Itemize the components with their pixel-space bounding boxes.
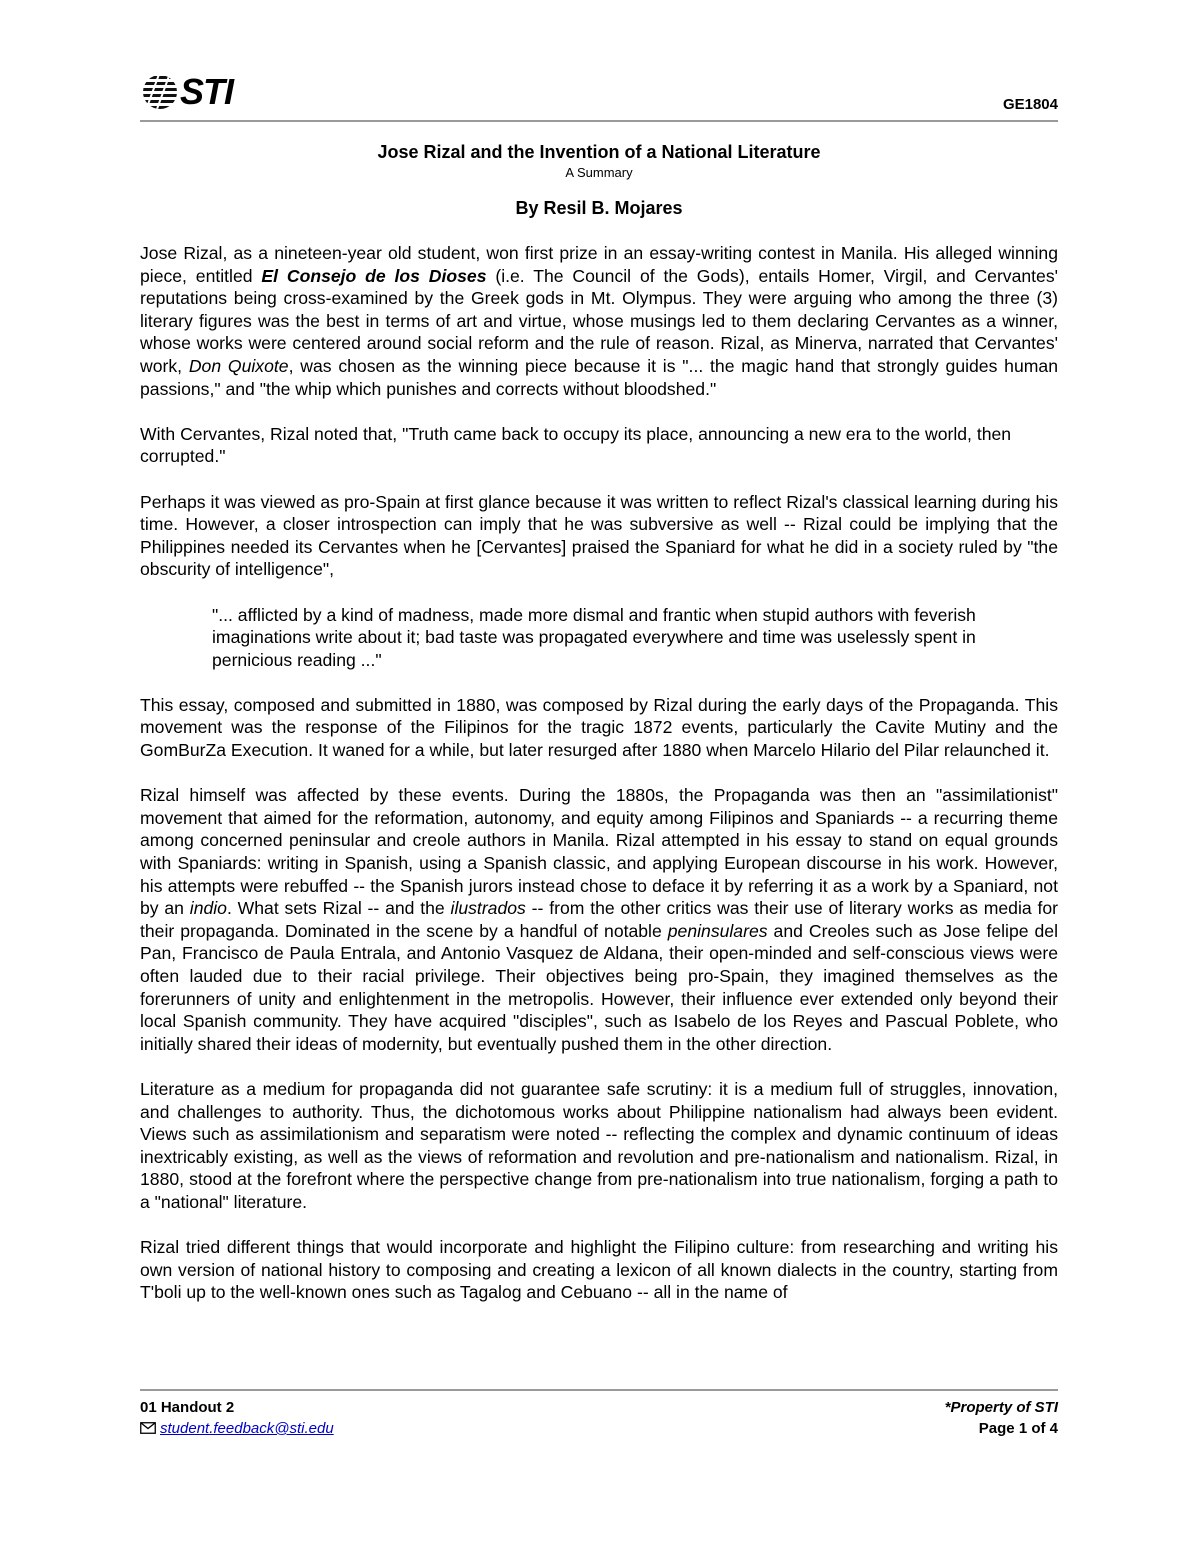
p5-indio: indio: [189, 898, 227, 919]
course-code: GE1804: [1002, 96, 1058, 113]
p5-ilustrados: ilustrados: [450, 898, 526, 919]
handout-label: 01 Handout 2: [140, 1399, 235, 1416]
paragraph-3: Perhaps it was viewed as pro-Spain at first glance because it was written to reflect Rizal's classical learning during his time. However, a closer introspection can imply that he was subversive as well -- Rizal could be implying that the Philippines needed its Cervantes when he [Cervantes] praised the Spaniard for what he did in a society ruled by "the obscurity of intelligence",: [140, 491, 1058, 580]
property-label: *Property of STI: [944, 1399, 1058, 1416]
footer-left: [140, 1397, 334, 1439]
paragraph-4: This essay, composed and submitted in 1880, was composed by Rizal during the early days of the Propaganda. This movement was the response of the Filipinos for the tragic 1872 events, particularly the Cavite Mutiny and the GomBurZa Execution. It waned for a while, but later resurged after 1880 when Marcelo Hilario del Pilar relaunched it.: [140, 694, 1058, 761]
p1-text-b: (i.e. The Council of the Gods), entails Homer, Virgil, and Cervantes' reputations being cross-examined by the Greek gods in Mt. Olympus. They were arguing who among the three (3) literary figures was the best in terms of art and virtue, whose musings led to them declaring Cervantes as a winner, whose works were centered around social reform and the rule of reason. Rizal, as Minerva, narrated that Cervantes' work,: [140, 265, 1058, 376]
document-title: Jose Rizal and the Invention of a National Literature: [377, 142, 821, 162]
p5-text-d: and Creoles such as Jose felipe del Pan, Francisco de Paula Entrala, and Antonio Vasquez de Aldana, their open-minded and self-conscious views were often lauded due to their racial privilege. Their objectives being pro-Spain, they imagined themselves as the forerunners of unity and enlightenment in the metropolis. However, their influence ever extended only beyond their local Spanish community. They have acquired "disciples", such as Isabelo de los Reyes and Pascual Poblete, who initially shared their ideas of modernity, but eventually pushed them in the other direction.: [140, 920, 1058, 1054]
p5-peninsulares: peninsulares: [667, 920, 768, 941]
p1-essay-title: El Consejo de los Dioses: [261, 265, 487, 286]
footer-right: [945, 1397, 1058, 1439]
p5-text-c: -- from the other critics was their use of literary works as media for their propaganda. Dominated in the scene by a handful of notable: [140, 898, 1058, 941]
p1-text-c: , was chosen as the winning piece because it is "... the magic hand that strongly guides human passions," and "the whip which punishes and corrects without bloodshed.": [140, 355, 1058, 399]
globe-icon: [140, 72, 180, 112]
document-subtitle: A Summary: [565, 165, 633, 180]
feedback-line: [140, 1418, 334, 1439]
paragraph-5: [140, 784, 1058, 1055]
logo-text: STI: [180, 71, 234, 112]
paragraph-1: [140, 242, 1058, 400]
document-body: [140, 242, 1058, 1304]
p5-text-b: . What sets Rizal -- and the: [226, 898, 451, 919]
p1-text-a: Jose Rizal, as a nineteen-year old student, won first prize in an essay-writing contest in Manila. His alleged winning piece, entitled: [140, 243, 1058, 286]
sti-logo: [140, 72, 233, 112]
feedback-email-link[interactable]: student.feedback@sti.edu: [160, 1420, 334, 1437]
footer-divider: [140, 1389, 1058, 1391]
header-divider: [140, 120, 1058, 122]
p5-text-a: Rizal himself was affected by these events. During the 1880s, the Propaganda was then an "assimilationist" movement that aimed for the reformation, autonomy, and equity among Filipinos and Spaniards -- a recurring theme among concerned peninsular and creole authors in Manila. Rizal attempted in his essay to stand on equal grounds with Spaniards: writing in Spanish, using a Spanish classic, and applying European discourse in his work. However, his attempts were rebuffed -- the Spanish jurors instead chose to deface it by referring it as a work by a Spaniard, not by an: [140, 785, 1058, 919]
p1-don-quixote: Don Quixote: [188, 355, 289, 376]
paragraph-2: With Cervantes, Rizal noted that, "Truth came back to occupy its place, announcing a new era to the world, then corrupted.": [140, 423, 1012, 467]
envelope-icon: [140, 1422, 156, 1434]
paragraph-6: Literature as a medium for propaganda did not guarantee safe scrutiny: it is a medium full of struggles, innovation, and challenges to authority. Thus, the dichotomous works about Philippine nationalism had always been evident. Views such as assimilationism and separatism were noted -- reflecting the complex and dynamic continuum of ideas inextricably existing, as well as the views of reformation and revolution and pre-nationalism and nationalism. Rizal, in 1880, stood at the forefront where the perspective change from pre-nationalism into true nationalism, forging a path to a "national" literature.: [140, 1078, 1058, 1212]
paragraph-7: Rizal tried different things that would incorporate and highlight the Filipino culture: from researching and writing his own version of national history to composing and creating a lexicon of all known dialects in the country, starting from T'boli up to the well-known ones such as Tagalog and Cebuano -- all in the name of: [140, 1237, 1058, 1303]
document-author: By Resil B. Mojares: [515, 198, 683, 218]
page-number: Page 1 of 4: [978, 1420, 1058, 1437]
block-quote: "... afflicted by a kind of madness, made more dismal and frantic when stupid authors with feverish imaginations write about it; bad taste was propagated everywhere and time was uselessly spent in pernicious reading ...": [212, 604, 976, 670]
